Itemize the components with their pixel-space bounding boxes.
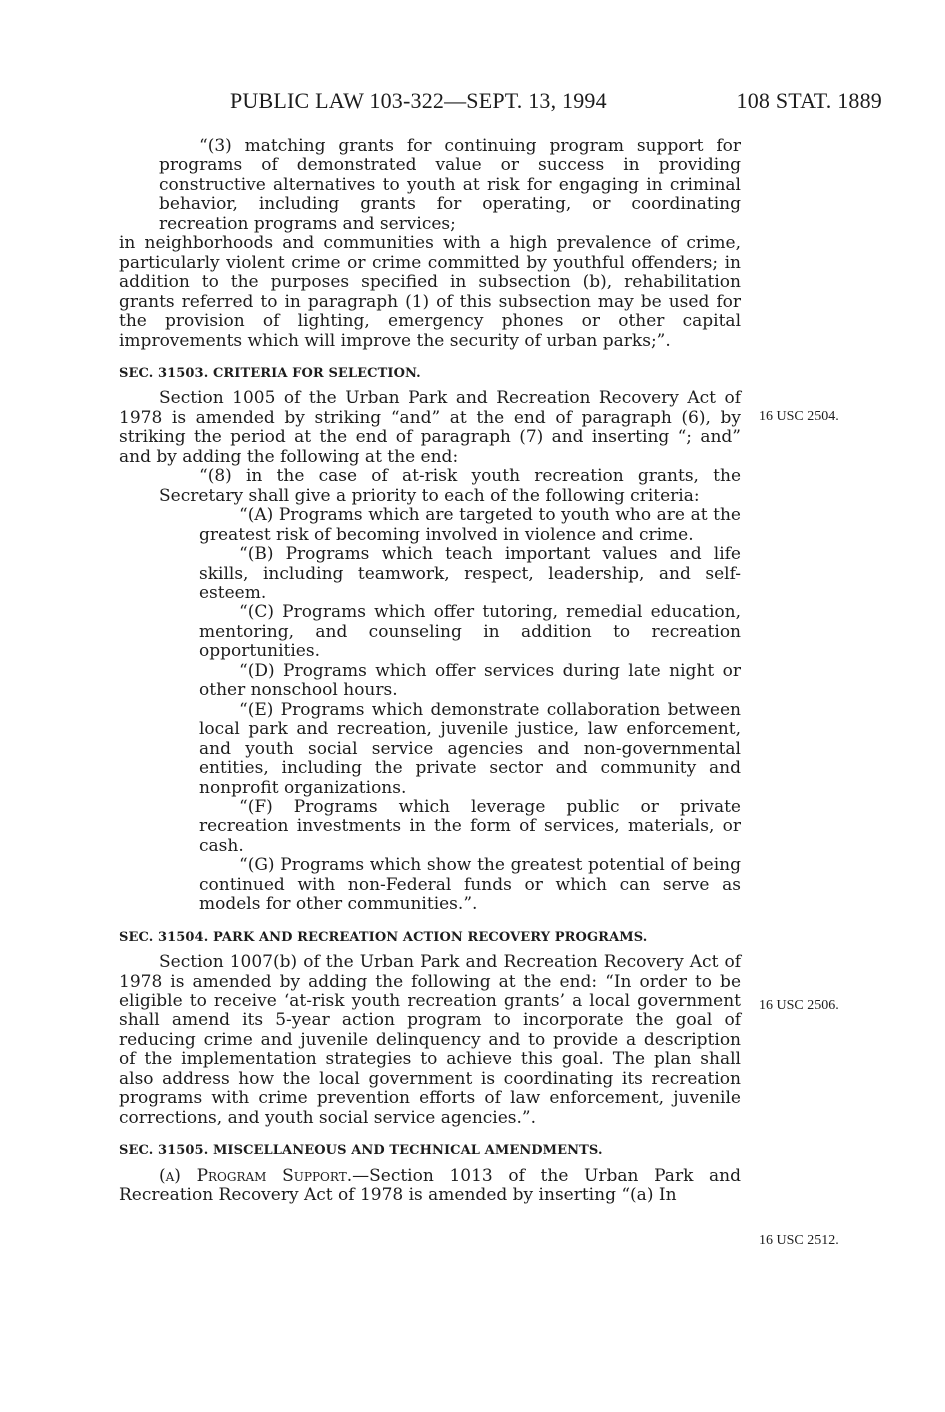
- paragraph-3: “(3) matching grants for continuing program support for programs of demonstrated value or success in providing constructive alternatives to youth at risk for engaging in criminal behavior, including grants for operating, or coordinating recreation programs and services;: [159, 136, 741, 234]
- section-31504-body: Section 1007(b) of the Urban Park and Recreation Recovery Act of 1978 is amended by adding the following at the end: “In order to be eligible to receive ‘at-risk youth recreation grants’ a local government shall amend its 5-year action program to incorporate the goal of reducing crime and juvenile delinquency and to provide a description of the implementation strategies to achieve this goal. The plan shall also address how the local government is coordinating its recreation programs with crime prevention efforts of law enforcement, juvenile corrections, and youth social service agencies.”.: [119, 952, 741, 1128]
- statute-page: 108 STAT. 1889: [736, 88, 882, 113]
- section-31503-body: Section 1005 of the Urban Park and Recreation Recovery Act of 1978 is amended by striking “and” at the end of paragraph (6), by striking the period at the end of paragraph (7) and inserting “; and” and by adding the following at the end:: [119, 388, 741, 467]
- program-support-label: (a) Program Support.: [159, 1165, 353, 1186]
- paragraph-8: “(8) in the case of at-risk youth recreation grants, the Secretary shall give a priority to each of the following criteria:: [159, 466, 741, 506]
- criterion-d: “(D) Programs which offer services during late night or other nonschool hours.: [199, 660, 741, 701]
- criterion-g: “(G) Programs which show the greatest potential of being continued with non-Federal funds or which can serve as models for other communities.”.: [199, 855, 741, 915]
- criterion-b: “(B) Programs which teach important values and life skills, including teamwork, respect, leadership, and self-esteem.: [199, 544, 741, 603]
- law-citation: PUBLIC LAW 103-322—SEPT. 13, 1994: [230, 88, 607, 113]
- margin-note-2504: 16 USC 2504.: [759, 409, 839, 424]
- section-31504-heading: SEC. 31504. PARK AND RECREATION ACTION RECOVERY PROGRAMS.: [119, 929, 648, 945]
- paragraph-8-block: [119, 467, 741, 506]
- paragraph-3-block: [119, 137, 741, 234]
- criteria-list: [119, 506, 741, 915]
- continuation-paragraph: in neighborhoods and communities with a high prevalence of crime, particularly violent crime or crime committed by youthful offenders; in addition to the purposes specified in subsection (b), rehabilitation grants referred to in paragraph (1) of this subsection may be used for the provision of lighting, emergency phones or other capital improvements which will improve the security of urban parks;”.: [119, 233, 741, 351]
- margin-note-2506: 16 USC 2506.: [759, 998, 839, 1013]
- criterion-c: “(C) Programs which offer tutoring, remedial education, mentoring, and counseling in addition to recreation opportunities.: [199, 602, 741, 662]
- body-text: [119, 137, 741, 1206]
- section-31505-heading: SEC. 31505. MISCELLANEOUS AND TECHNICAL AMENDMENTS.: [119, 1143, 603, 1159]
- criterion-f: “(F) Programs which leverage public or private recreation investments in the form of services, materials, or cash.: [199, 796, 741, 856]
- section-31503-heading: SEC. 31503. CRITERIA FOR SELECTION.: [119, 365, 421, 381]
- criterion-e: “(E) Programs which demonstrate collaboration between local park and recreation, juvenile justice, law enforcement, and youth social service agencies and non-governmental entities, including the private sector and community and nonprofit organizations.: [199, 699, 741, 798]
- margin-note-2512: 16 USC 2512.: [759, 1233, 839, 1248]
- program-support-body: —Section 1013 of the Urban Park and Recreation Recovery Act of 1978 is amended by inserting “(a) In: [119, 1165, 741, 1206]
- criterion-a: “(A) Programs which are targeted to youth who are at the greatest risk of becoming involved in violence and crime.: [199, 505, 741, 545]
- section-31505-a: [119, 1167, 741, 1206]
